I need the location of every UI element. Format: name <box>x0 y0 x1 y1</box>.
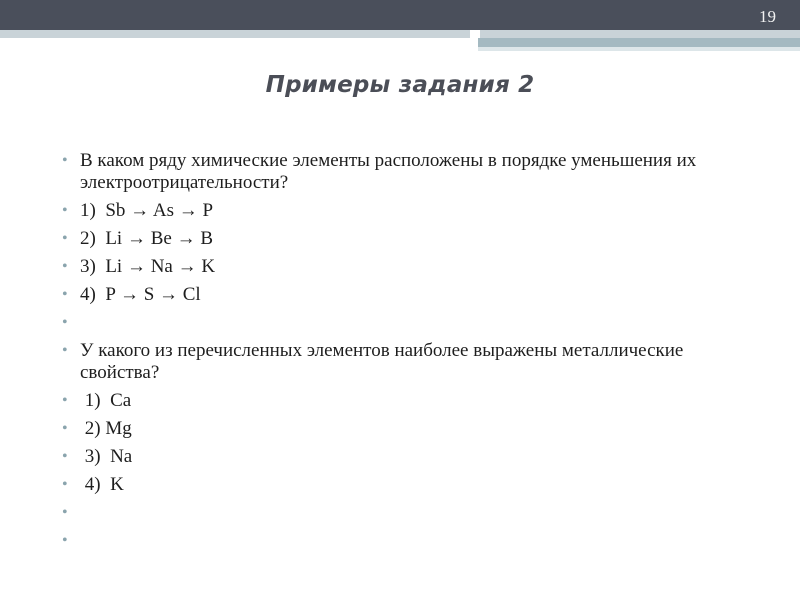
bullet-icon: • <box>62 342 68 359</box>
list-item <box>62 474 742 496</box>
list-item <box>62 390 742 412</box>
answer-option: 3) Li → Na → K <box>80 256 216 277</box>
bullet-icon: • <box>62 152 68 169</box>
list-item <box>62 284 742 306</box>
list-item <box>62 150 742 194</box>
answer-option: 2) Mg <box>80 418 132 439</box>
slide-title: Примеры задания 2 <box>265 72 535 98</box>
answer-option: 1) Sb → As → P <box>80 200 214 221</box>
answer-option: 1) Ca <box>80 390 132 411</box>
question-1-text: В каком ряду химические элементы расположены в порядке уменьшения их электроотрицательности? <box>80 150 697 193</box>
answer-option: 3) Na <box>80 446 133 467</box>
bullet-icon: • <box>62 476 68 493</box>
list-item <box>62 446 742 468</box>
list-item <box>62 418 742 440</box>
bullet-icon: • <box>62 286 68 303</box>
list-item-empty <box>62 312 742 334</box>
bullet-icon: • <box>62 420 68 437</box>
question-2-text: У какого из перечисленных элементов наиболее выражены металлические свойства? <box>80 340 684 383</box>
header-accent-stripe <box>478 38 800 47</box>
header-stripe <box>0 30 800 38</box>
list-item <box>62 200 742 222</box>
bullet-icon: • <box>62 448 68 465</box>
slide-number: 19 <box>759 7 776 26</box>
bullet-icon: • <box>62 230 68 247</box>
list-item <box>62 256 742 278</box>
bullet-icon: • <box>62 504 68 521</box>
bullet-icon: • <box>62 314 68 331</box>
slide-body <box>62 150 742 558</box>
answer-option: 4) K <box>80 474 124 495</box>
header-accent-stripe-light <box>478 47 800 51</box>
bullet-icon: • <box>62 202 68 219</box>
bullet-icon: • <box>62 258 68 275</box>
list-item <box>62 228 742 250</box>
list-item-empty <box>62 530 742 552</box>
answer-option: 4) P → S → Cl <box>80 284 201 305</box>
bullet-icon: • <box>62 532 68 549</box>
list-item <box>62 340 742 384</box>
bullet-icon: • <box>62 392 68 409</box>
header-band <box>0 0 800 30</box>
list-item-empty <box>62 502 742 524</box>
answer-option: 2) Li → Be → B <box>80 228 213 249</box>
